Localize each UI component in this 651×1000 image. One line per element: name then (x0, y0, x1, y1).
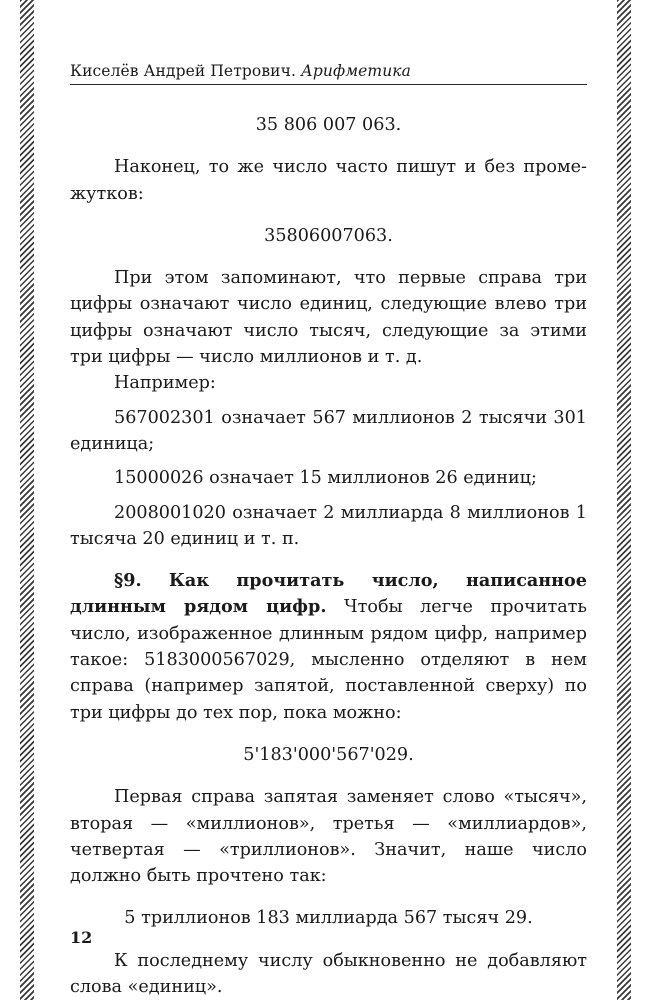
page-content (70, 112, 587, 1000)
section-paragraph (70, 568, 587, 726)
number-reading-example: 5 триллионов 183 миллиарда 567 тысяч 29. (124, 908, 533, 929)
example-line: 567002301 означает 567 миллионов 2 тысячи 301 единица; (70, 407, 587, 454)
number-example-plain: 35806007063. (264, 225, 393, 246)
example-line: 15000026 означает 15 миллионов 26 единиц; (114, 468, 537, 489)
section-text: Чтобы легче прочитать число, изображенное длинным рядом цифр, например такое: 5183000567029, мысленно отделяют в нем справа (например запятой, поставленной сверху) по три цифры до тех пор, пока можно: (70, 597, 587, 723)
right-border-decoration (617, 0, 631, 1000)
page-number: 12 (70, 928, 93, 947)
book-page (62, 0, 587, 1000)
paragraph: Например: (114, 373, 216, 394)
paragraph: Первая справа запятая заменяет слово «тысяч», вторая — «миллионов», третья — «миллиардов», четвертая — «триллионов». Значит, наше число должно быть прочтено так: (70, 787, 587, 887)
paragraph: Наконец, то же число часто пишут и без промежутков: (70, 157, 587, 204)
header-book-title: Арифметика (301, 62, 411, 80)
example-line: 2008001020 означает 2 миллиарда 8 миллионов 1 тысяча 20 единиц и т. п. (70, 502, 587, 549)
header-author: Киселёв Андрей Петрович. (70, 62, 296, 80)
number-example-spaced: 35 806 007 063. (255, 115, 402, 135)
running-header (70, 62, 587, 85)
number-example-apostrophes: 5'183'000'567'029. (243, 744, 414, 765)
paragraph: К последнему числу обыкновенно не добавляют слова «единиц». (70, 950, 587, 998)
section-heading: §9. Как прочитать число, написанное длинным рядом цифр. (70, 570, 587, 618)
left-border-decoration (20, 0, 34, 1000)
paragraph: При этом запоминают, что первые справа три цифры означают число единиц, следующие влево три цифры означают число тысяч, следующие за этими три цифры — число миллионов и т. д. (70, 268, 587, 368)
